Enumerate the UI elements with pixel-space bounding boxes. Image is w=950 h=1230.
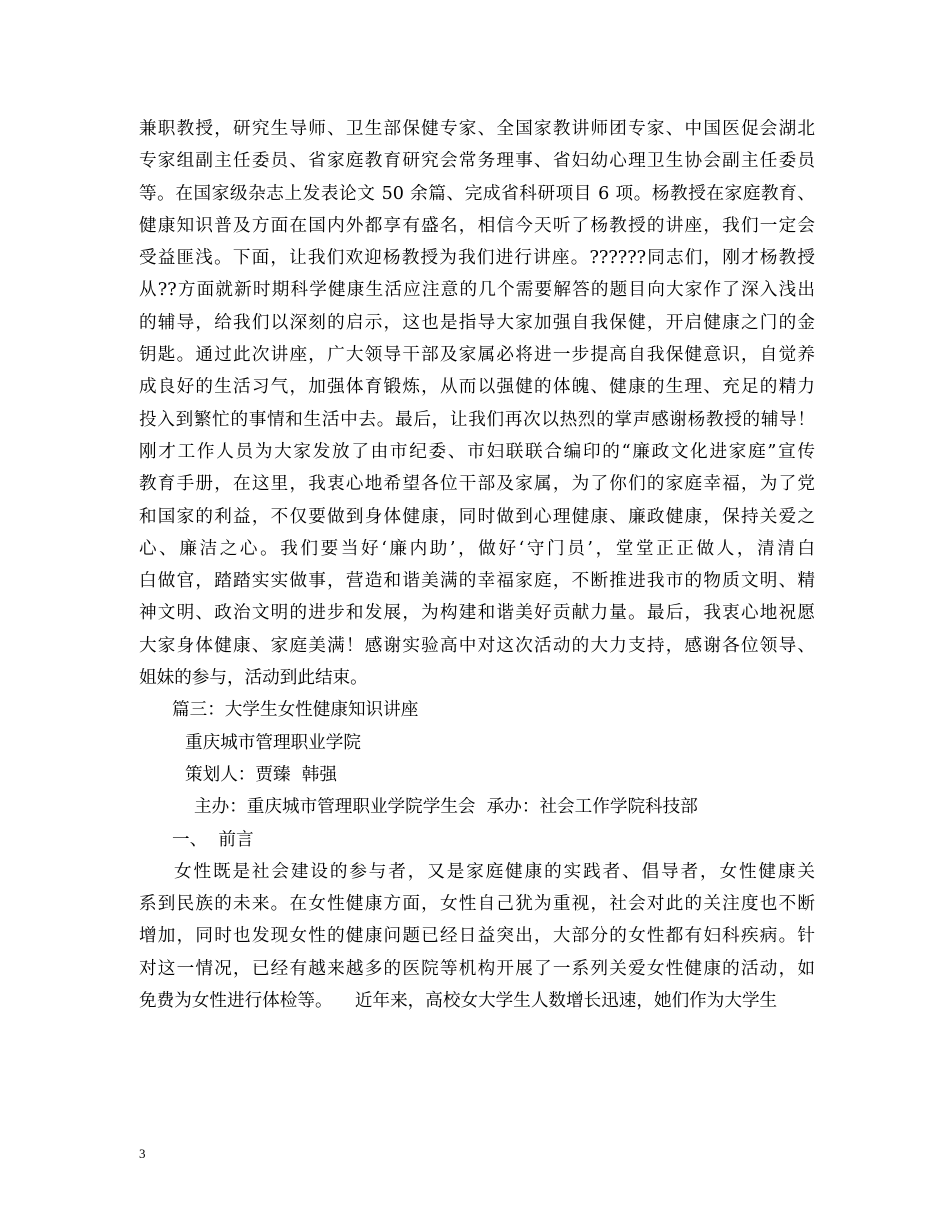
text-line: 系到民族的未来。在女性健康方面，女性自己犹为重视，社会对此的关注度也不断 xyxy=(139,894,815,915)
text-line: 姐妹的参与，活动到此结束。 xyxy=(139,668,368,689)
text-line: 神文明、政治文明的进步和发展，为构建和谐美好贡献力量。最后，我衷心地祝愿 xyxy=(139,603,815,624)
organizers-line: 主办：重庆城市管理职业学院学生会 承办：社会工作学院科技部 xyxy=(194,797,698,818)
text-line: 心、廉洁之心。我们要当好‘廉内助’，做好‘守门员’，堂堂正正做人，清清白 xyxy=(139,538,815,559)
section-title: 篇三：大学生女性健康知识讲座 xyxy=(172,700,419,721)
text-line: 大家身体健康、家庭美满！感谢实验高中对这次活动的大力支持，感谢各位领导、 xyxy=(139,635,815,656)
text-line: 的辅导，给我们以深刻的启示，这也是指导大家加强自我保健，开启健康之门的金 xyxy=(139,312,815,333)
planners-line: 策划人：贾臻 韩强 xyxy=(185,764,337,785)
section-heading: 一、 前言 xyxy=(172,829,254,850)
text-line: 免费为女性进行体检等。 近年来，高校女大学生人数增长迅速，她们作为大学生 xyxy=(139,991,778,1012)
text-line: 钥匙。通过此次讲座，广大领导干部及家属必将进一步提高自我保健意识，自觉养 xyxy=(139,345,815,366)
text-line: 从??方面就新时期科学健康生活应注意的几个需要解答的题目向大家作了深入浅出 xyxy=(139,280,815,301)
text-line: 女性既是社会建设的参与者，又是家庭健康的实践者、倡导者，女性健康关 xyxy=(174,861,815,882)
school-name: 重庆城市管理职业学院 xyxy=(185,732,361,753)
document-body xyxy=(139,113,815,1017)
text-line: 成良好的生活习气，加强体育锻炼，从而以强健的体魄、健康的生理、充足的精力 xyxy=(139,377,815,398)
text-line: 健康知识普及方面在国内外都享有盛名，相信今天听了杨教授的讲座，我们一定会 xyxy=(139,215,815,236)
text-line: 增加，同时也发现女性的健康问题已经日益突出，大部分的女性都有妇科疾病。针 xyxy=(139,926,815,947)
text-line: 白做官，踏踏实实做事，营造和谐美满的幸福家庭，不断推进我市的物质文明、精 xyxy=(139,571,815,592)
text-line: 投入到繁忙的事情和生活中去。最后，让我们再次以热烈的掌声感谢杨教授的辅导！ xyxy=(139,409,815,430)
text-line: 等。在国家级杂志上发表论文 50 余篇、完成省科研项目 6 项。杨教授在家庭教育、 xyxy=(139,183,815,204)
text-line: 和国家的利益，不仅要做到身体健康，同时做到心理健康、廉政健康，保持关爱之 xyxy=(139,506,815,527)
text-line: 刚才工作人员为大家发放了由市纪委、市妇联联合编印的“廉政文化进家庭”宣传 xyxy=(139,441,815,462)
text-line: 教育手册，在这里，我衷心地希望各位干部及家属，为了你们的家庭幸福，为了党 xyxy=(139,474,815,495)
page-number: 3 xyxy=(139,1146,146,1161)
text-line: 对这一情况，已经有越来越多的医院等机构开展了一系列关爱女性健康的活动，如 xyxy=(139,958,815,979)
text-line: 受益匪浅。下面，让我们欢迎杨教授为我们进行讲座。??????同志们，刚才杨教授 xyxy=(139,248,815,269)
text-line: 专家组副主任委员、省家庭教育研究会常务理事、省妇幼心理卫生协会副主任委员 xyxy=(139,151,815,172)
text-line: 兼职教授，研究生导师、卫生部保健专家、全国家教讲师团专家、中国医促会湖北 xyxy=(139,119,815,139)
